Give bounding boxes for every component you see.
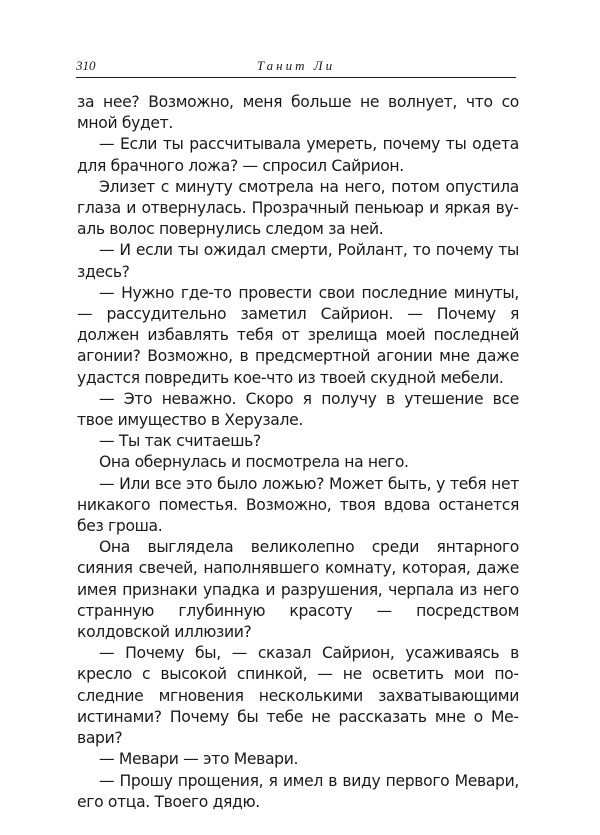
paragraph: — Если ты рассчитывала умереть, почему ты одета для брачного ложа? — спросил Сайрион. — [77, 135, 519, 175]
paragraph: за нее? Возможно, меня больше не волнует, что со мной будет. — [77, 93, 519, 133]
page-header — [76, 58, 516, 78]
paragraph: — Или все это было ложью? Может быть, у тебя нет никакого поместья. Возможно, твоя вдова останется без гроша. — [77, 474, 519, 536]
paragraph: Она обернулась и посмотрела на него. — [99, 453, 409, 472]
page-number: 310 — [76, 58, 96, 73]
running-title: Танит Ли — [256, 58, 336, 73]
paragraph: — Ты так считаешь? — [99, 432, 261, 451]
paragraph: — Почему бы, — сказал Сайрион, усаживаясь в кресло с высокой спинкой, — не осветить мои последние мгновения несколькими захватывающими истинами? Почему бы тебе не рассказать мне о Мевари? — [77, 644, 519, 748]
paragraph: — Это неважно. Скоро я получу в утешение все твое имущество в Херузале. — [77, 389, 519, 430]
paragraph: — Нужно где-то провести свои последние минуты, — рассудительно заметил Сайрион. — Почему я должен избавлять тебя от зрелища моей последней агонии? Возможно, в предсмертной агонии мне даже удастся повредить кое-что из твоей скудной мебели. — [77, 283, 519, 387]
header-rule — [76, 77, 516, 78]
paragraph: — Прошу прощения, я имел в виду первого Мевари, его отца. Твоего дядю. — [77, 771, 519, 811]
body-text — [77, 92, 519, 813]
paragraph: Она выглядела великолепно среди янтарного сияния свечей, наполнявшего комнату, которая, даже имея признаки упадка и разрушения, черпала из него странную глубинную красоту — посредством колдовской иллюзии? — [77, 538, 519, 642]
paragraph: Элизет с минуту смотрела на него, потом опустила глаза и отвернулась. Прозрачный пеньюар и яркая вуаль волос повернулись следом за ней. — [77, 177, 519, 239]
paragraph: — Мевари — это Мевари. — [99, 750, 299, 769]
paragraph: — И если ты ожидал смерти, Ройлант, то почему ты здесь? — [77, 241, 519, 281]
